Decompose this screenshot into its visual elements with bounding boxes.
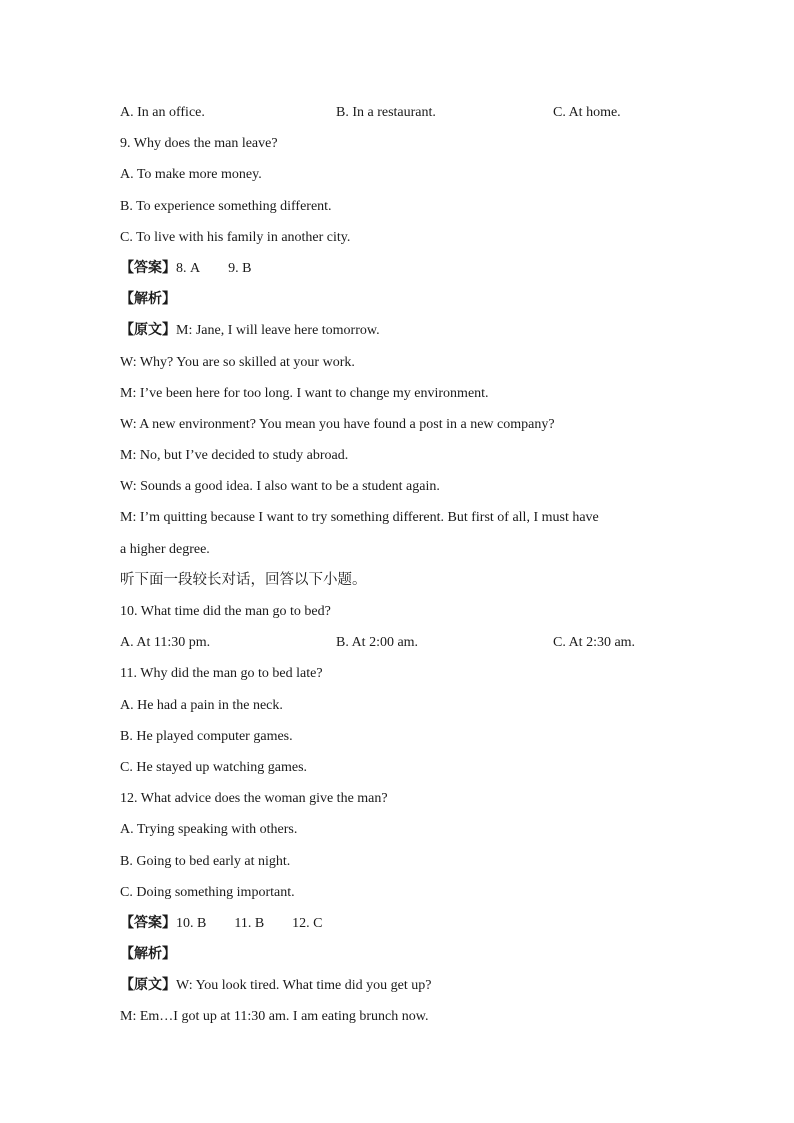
answer-value: 11. B — [234, 915, 265, 931]
transcript-text: M: Jane, I will leave here tomorrow. — [176, 323, 380, 339]
q8-options — [120, 97, 680, 128]
answer-label: 【答案】 — [120, 259, 176, 276]
transcript-line: W: Why? You are so skilled at your work. — [120, 354, 355, 370]
transcript-line: M: I’ve been here for too long. I want to change my environment. — [120, 385, 489, 401]
answer-value: 12. C — [292, 915, 323, 931]
q12-option-a: A. Trying speaking with others. — [120, 822, 298, 838]
document-page — [120, 97, 680, 1033]
transcript-line: M: No, but I’ve decided to study abroad. — [120, 448, 349, 464]
transcript-text: W: You look tired. What time did you get up? — [176, 978, 432, 994]
q9-option-c: C. To live with his family in another city. — [120, 229, 351, 245]
transcript-label: 【原文】 — [120, 977, 176, 994]
q10-option-b: B. At 2:00 am. — [336, 635, 419, 651]
q11-option-b: B. He played computer games. — [120, 728, 293, 744]
q12-question: 12. What advice does the woman give the man? — [120, 791, 388, 807]
answer-line-1 — [120, 253, 680, 284]
transcript-line: W: Sounds a good idea. I also want to be a student again. — [120, 479, 440, 495]
answer-line-2 — [120, 908, 680, 939]
q9-option-b: B. To experience something different. — [120, 198, 332, 214]
q8-option-b: B. In a restaurant. — [336, 105, 436, 120]
analysis-label: 【解析】 — [120, 291, 176, 308]
analysis-line-1 — [120, 284, 680, 315]
q10-options — [120, 627, 680, 658]
analysis-line-2 — [120, 939, 680, 970]
answer-value: 8. A — [176, 260, 201, 276]
q9-question: 9. Why does the man leave? — [120, 136, 278, 152]
q10-option-c: C. At 2:30 am. — [553, 635, 636, 651]
answer-value: 9. B — [228, 260, 252, 276]
q10-question: 10. What time did the man go to bed? — [120, 604, 331, 619]
analysis-label: 【解析】 — [120, 946, 176, 963]
answer-label: 【答案】 — [120, 914, 176, 931]
q11-option-a: A. He had a pain in the neck. — [120, 697, 283, 713]
transcript-line — [120, 970, 680, 1001]
q8-option-a: A. In an office. — [120, 105, 205, 120]
q11-question: 11. Why did the man go to bed late? — [120, 666, 323, 682]
q12-option-c: C. Doing something important. — [120, 884, 295, 900]
q10-option-a: A. At 11:30 pm. — [120, 635, 211, 651]
q8-option-c: C. At home. — [553, 105, 621, 120]
section-heading: 听下面一段较长对话，回答以下小题。 — [120, 571, 367, 588]
answer-value: 10. B — [176, 915, 207, 931]
transcript-label: 【原文】 — [120, 322, 176, 339]
transcript-line: M: Em…I got up at 11:30 am. I am eating brunch now. — [120, 1009, 429, 1025]
q12-option-b: B. Going to bed early at night. — [120, 853, 291, 869]
q9-option-a: A. To make more money. — [120, 167, 262, 183]
transcript-line: M: I’m quitting because I want to try something different. But first of all, I must have — [120, 510, 599, 526]
transcript-line — [120, 315, 680, 346]
q11-option-c: C. He stayed up watching games. — [120, 759, 308, 775]
transcript-line: a higher degree. — [120, 541, 210, 557]
transcript-line: W: A new environment? You mean you have found a post in a new company? — [120, 416, 555, 432]
